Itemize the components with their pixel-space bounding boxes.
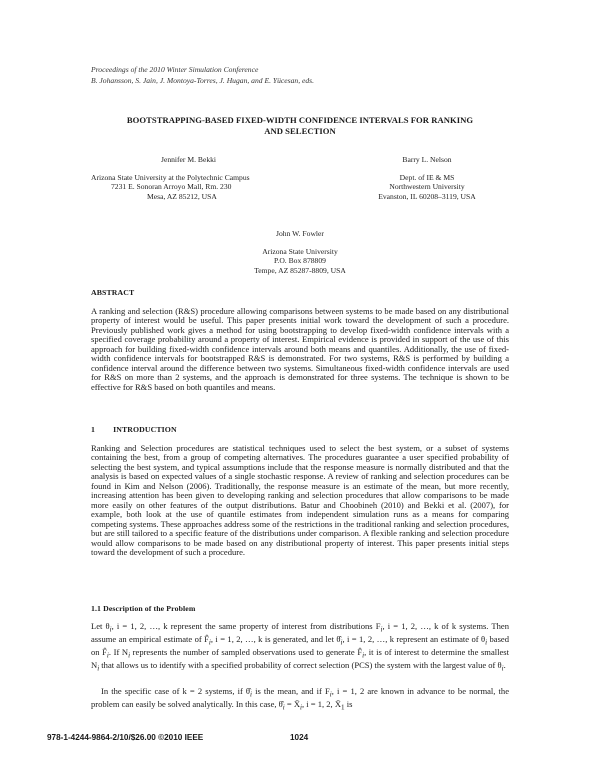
problem-paragraph-2: In the specific case of k = 2 systems, if $\thetâ_i$ is the mean, and if $F_i$, i = 1, 2 are known in advance to be normal, the problem can easily be solved analytically. In this case, $\thetâ_i$ = $X̄_i$, i = 1, 2, $X̄_1$ is bbox=[91, 686, 509, 712]
abstract-heading: ABSTRACT bbox=[91, 288, 135, 297]
author-name: Barry L. Nelson bbox=[402, 155, 452, 164]
problem-paragraph-1: Let $\theta_i$, i = 1, 2, …, k represent the same property of interest from distributions $F_i$, i = 1, 2, …, k of k systems. Then assume an empirical estimate of $F̂_i$, i = 1, 2, …, k is generated, and let $\thetâ_i$, i = 1, 2, …, k represent an estimate of $\theta_i$ based on $F̂_i$. If $N_i$ represents the number of sampled observations used to generate $F̂_i$, it is of interest to determine the smallest $N_i$ that allows us to identify with a specified probability of correct selection (PCS) the system with the largest value of $\theta_i$. bbox=[91, 621, 509, 674]
subsection-number: 1.1 bbox=[91, 604, 102, 613]
author-name: Jennifer M. Bekki bbox=[161, 155, 217, 164]
author-address: Evanston, IL 60208–3119, USA bbox=[378, 191, 476, 201]
author-affiliation: Arizona State University bbox=[262, 246, 338, 256]
author-address: Northwestern University bbox=[389, 182, 465, 192]
section-heading-introduction bbox=[91, 425, 177, 434]
subsection-heading bbox=[91, 604, 195, 613]
subsection-title: Description of the Problem bbox=[103, 604, 196, 613]
abstract-text: A ranking and selection (R&S) procedure allowing comparisons between systems to be made based on any distributional property of interest would be useful. This paper presents initial work toward the development of such a procedure. Previously published work gives a method for using bootstrapping to develop fixed-width confidence intervals with a specified coverage probability around a property of interest. Empirical evidence is provided in support of the use of this approach for building fixed-width confidence intervals around both means and quantiles. Additionally, the use of fixed-width confidence intervals for bootstrapped R&S is demonstrated. For two systems, R&S is performed by building a confidence interval around the difference between two systems. Simultaneous fixed-width confidence intervals are used for R&S on more than 2 systems, and the approach is demonstrated for three systems. The technique is shown to be effective for R&S based on both quantiles and means. bbox=[91, 306, 509, 392]
author-affiliation: Arizona State University at the Polytechnic Campus bbox=[91, 172, 250, 182]
author-address: Tempe, AZ 85287-8809, USA bbox=[254, 265, 346, 275]
author-name: John W. Fowler bbox=[276, 229, 324, 238]
author-address: 7231 E. Sonoran Arroyo Mall, Rm. 230 bbox=[111, 182, 232, 192]
author-address: P.O. Box 878809 bbox=[274, 256, 326, 266]
author-affiliation: Dept. of IE & MS bbox=[399, 172, 455, 182]
author-block-2 bbox=[352, 155, 502, 201]
title-line-2: AND SELECTION bbox=[264, 125, 336, 136]
author-block-1 bbox=[91, 155, 301, 201]
section-number: 1 bbox=[91, 425, 95, 434]
proceedings-line: Proceedings of the 2010 Winter Simulation Conference bbox=[91, 65, 259, 74]
author-block-3 bbox=[220, 229, 380, 275]
paper-title bbox=[88, 115, 512, 136]
section-title: INTRODUCTION bbox=[113, 425, 177, 434]
title-line-1: BOOTSTRAPPING-BASED FIXED-WIDTH CONFIDENCE INTERVALS FOR RANKING bbox=[126, 115, 474, 125]
footer-isbn: 978-1-4244-9864-2/10/$26.00 ©2010 IEEE bbox=[47, 733, 204, 742]
author-address: Mesa, AZ 85212, USA bbox=[147, 191, 217, 201]
introduction-text: Ranking and Selection procedures are statistical techniques used to select the best system, or a subset of systems containing the best, from a group of competing alternatives. The procedures guarantee a user specified probability of selecting the best system, and typical assumptions include that the response measure is normally distributed and that the analysis is based on expected values of a single stochastic response. A review of ranking and selection procedures can be found in Kim and Nelson (2006). Traditionally, the response measure is an estimate of the mean, but more recently, increasing attention has been given to developing ranking and selection procedures that allow comparisons to be made more easily on other features of the output distributions. Batur and Choobineh (2010) and Bekki et al. (2007), for example, both look at the use of quantile estimates from independent simulation runs as a means for comparing competing systems. These approaches address some of the restrictions in the traditional ranking and selection procedures, but are still tailored to a specific feature of the distributions under comparison. A flexible ranking and selection procedure would allow comparisons to be made based on any distributional property of interest. This paper presents initial steps toward the development of such a procedure. bbox=[91, 443, 509, 557]
page-number: 1024 bbox=[290, 733, 309, 742]
editors-line: B. Johansson, S. Jain, J. Montoya-Torres, J. Hugan, and E. Yücesan, eds. bbox=[91, 75, 315, 85]
proceedings-header bbox=[91, 65, 314, 86]
